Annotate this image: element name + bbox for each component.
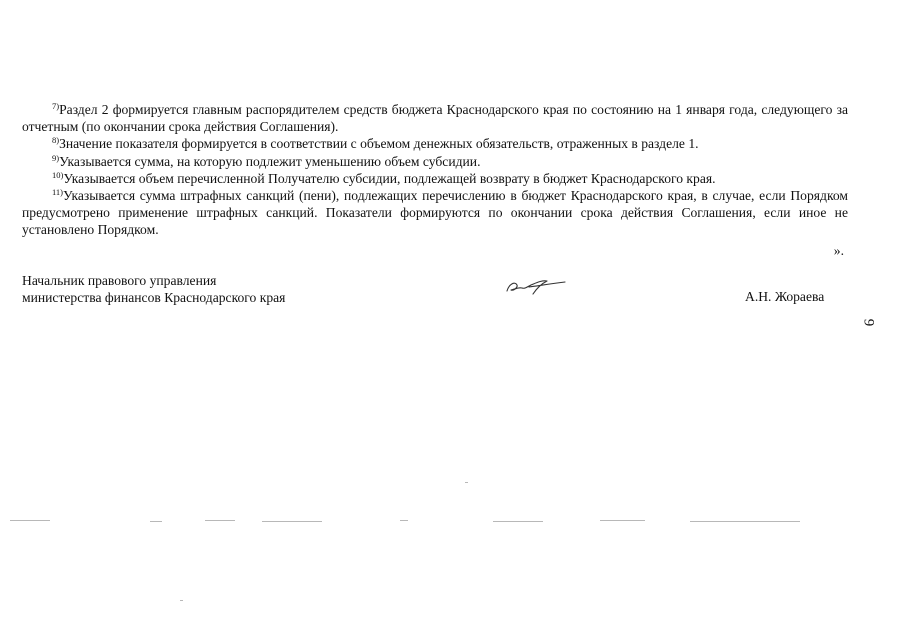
footnote-text: Указывается сумма штрафных санкций (пени), подлежащих перечислению в бюджет Краснодарского края, в случае, если Порядком предусмотрено применение штрафных санкций. Показатели формируются по окончании срока действия Соглашения, если иное не установлено Порядком. [22, 188, 848, 238]
position-line-1: Начальник правового управления [22, 273, 217, 288]
scan-artifact [400, 520, 408, 521]
footnotes-section [22, 101, 848, 259]
footnote-mark: 11) [52, 187, 64, 198]
scan-artifact [465, 482, 468, 483]
scan-artifact [10, 520, 50, 521]
scan-artifact [600, 520, 645, 521]
footnote-10 [22, 170, 848, 187]
page-number: 9 [860, 318, 877, 327]
footnote-text: Указывается объем перечисленной Получателю субсидии, подлежащей возврату в бюджет Краснодарского края. [63, 170, 716, 186]
footnote-mark: 7) [52, 101, 60, 111]
scan-artifact [262, 521, 322, 522]
footnote-11 [22, 187, 848, 239]
footnote-9 [22, 153, 848, 170]
footnote-mark: 10) [52, 169, 64, 180]
scan-artifact [690, 521, 800, 522]
footnote-mark: 9) [52, 152, 60, 163]
footnote-mark: 8) [52, 135, 60, 146]
footnote-text: Указывается сумма, на которую подлежит уменьшению объем субсидии. [59, 153, 481, 169]
footnote-text: Значение показателя формируется в соответствии с объемом денежных обязательств, отраженных в разделе 1. [59, 136, 699, 152]
handwritten-signature [503, 276, 569, 296]
footnote-7 [22, 101, 848, 135]
signer-name: А.Н. Жораева [745, 289, 825, 304]
signatory-position [22, 272, 285, 306]
scan-artifact [150, 521, 162, 522]
closing-quote: ». [833, 242, 844, 258]
scan-artifact [205, 520, 235, 521]
position-line-2: министерства финансов Краснодарского края [22, 290, 286, 305]
scan-artifact [180, 600, 183, 601]
footnote-8 [22, 135, 848, 152]
footnote-text: Раздел 2 формируется главным распорядителем средств бюджета Краснодарского края по состоянию на 1 января года, следующего за отчетным (по окончании срока действия Соглашения). [22, 102, 848, 135]
scan-artifact [493, 521, 543, 522]
